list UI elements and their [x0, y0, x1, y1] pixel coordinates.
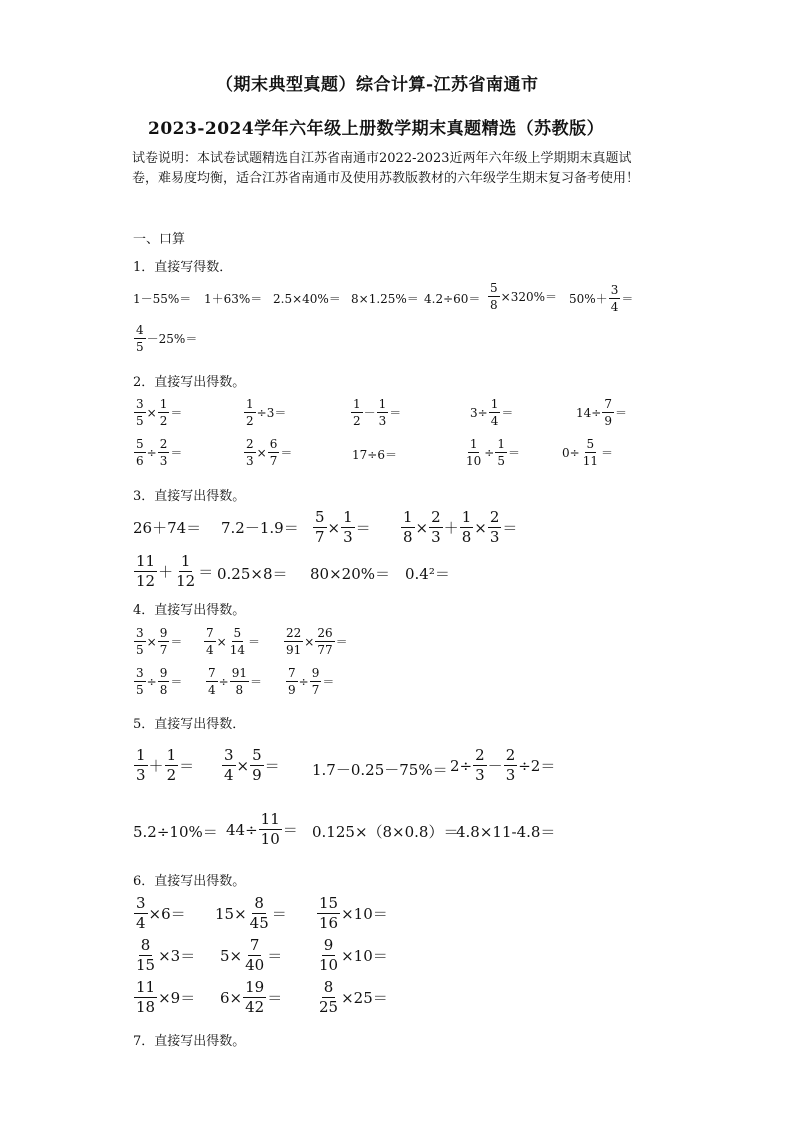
- fraction: [165, 748, 179, 783]
- expression-text: 7.2－1.9＝: [221, 519, 299, 537]
- fraction-numerator: 1: [378, 397, 387, 411]
- expression-text: 1－55%＝: [133, 292, 192, 306]
- fraction-denominator: 40: [245, 956, 265, 974]
- fraction-numerator: 8: [140, 936, 151, 954]
- fraction-denominator: 91: [286, 643, 302, 657]
- fraction: [488, 510, 502, 545]
- fraction-denominator: 2: [166, 766, 177, 784]
- q6-item-4: [133, 938, 195, 973]
- fraction-numerator: 5: [315, 508, 325, 526]
- expression-text: ＋: [443, 519, 459, 537]
- q4-item-2: [203, 627, 260, 656]
- fraction-denominator: 42: [245, 998, 265, 1016]
- fraction-numerator: 8: [323, 978, 334, 996]
- fraction-denominator: 5: [136, 340, 144, 354]
- expression-text: 4.8×11-4.8＝: [456, 823, 556, 841]
- fraction-numerator: 9: [159, 626, 168, 640]
- expression-text: 2.5×40%＝: [273, 292, 341, 306]
- expression-text: ×10＝: [341, 905, 388, 923]
- fraction: [377, 398, 389, 427]
- fraction-denominator: 4: [208, 683, 216, 697]
- expression-text: ＝: [267, 947, 283, 965]
- q3-item-7: [310, 563, 390, 584]
- fraction-denominator: 14: [229, 643, 245, 657]
- question-heading: 1．直接写得数．: [133, 260, 233, 275]
- expression-text: ＝: [170, 635, 183, 649]
- fraction-numerator: 1: [343, 508, 353, 526]
- expression-text: ＝: [170, 675, 183, 689]
- expression-text: ×3＝: [158, 947, 196, 965]
- fraction: [504, 748, 518, 783]
- q3-item-1: [133, 517, 201, 538]
- q3-item-8: [405, 563, 450, 584]
- expression-text: 1.7－0.25－75%＝: [312, 761, 448, 779]
- q6-item-6: [316, 938, 388, 973]
- fraction-denominator: 9: [604, 414, 612, 428]
- expression-text: 5×: [220, 946, 243, 965]
- title-line-2: 2023-2024学年六年级上册数学期末真题精选（苏教版）: [148, 119, 605, 139]
- expression-text: ＋: [158, 563, 174, 581]
- fraction: [158, 627, 170, 656]
- fraction: [174, 554, 197, 589]
- fraction: [222, 748, 236, 783]
- fraction-numerator: 3: [136, 626, 144, 640]
- fraction-denominator: 6: [136, 454, 144, 468]
- expression-text: ＝: [271, 905, 287, 923]
- fraction: [158, 438, 170, 467]
- q4-item-4: [133, 667, 182, 696]
- q2-item-5: [576, 398, 627, 427]
- expression-text: ×: [415, 518, 429, 537]
- expression-text: 0.125×（8×0.8）＝: [312, 823, 459, 841]
- q2-item-2: [243, 398, 286, 427]
- fraction: [317, 938, 340, 973]
- fraction-numerator: 2: [475, 746, 485, 764]
- fraction-numerator: 2: [489, 508, 500, 526]
- fraction-numerator: 3: [610, 283, 619, 297]
- fraction: [317, 980, 340, 1015]
- expression-text: ×: [256, 445, 267, 460]
- fraction-denominator: 45: [249, 914, 269, 932]
- expression-text: －25%＝: [146, 332, 198, 346]
- fraction: [401, 510, 415, 545]
- expression-text: ＝: [264, 757, 280, 775]
- expression-text: 0.25×8＝: [217, 565, 288, 583]
- fraction: [429, 510, 443, 545]
- expression-text: －: [363, 406, 376, 420]
- question-heading: 2．直接写出得数。: [133, 375, 246, 390]
- fraction-numerator: 26: [317, 626, 333, 640]
- q2-item-6: [133, 438, 182, 467]
- q5-item-7: [312, 821, 458, 842]
- expression-text: ＝: [322, 675, 335, 689]
- fraction-numerator: 91: [231, 666, 247, 680]
- fraction-numerator: 11: [260, 810, 280, 828]
- fraction-denominator: 4: [610, 300, 619, 314]
- expression-text: ＝: [282, 821, 298, 839]
- expression-text: ×: [327, 518, 341, 537]
- fraction: [134, 896, 148, 931]
- expression-text: ÷: [146, 674, 157, 689]
- expression-text: ＝: [267, 989, 283, 1007]
- expression-text: 15×: [215, 904, 247, 923]
- expression-text: ＝: [621, 292, 634, 306]
- expression-text: 1＋63%＝: [204, 292, 263, 306]
- expression-text: ＝: [198, 563, 214, 581]
- expression-text: 50%＋: [569, 292, 608, 306]
- fraction: [581, 438, 600, 467]
- expression-text: ＝: [600, 446, 613, 460]
- q1-item-5: [424, 290, 480, 307]
- fraction-numerator: 7: [208, 666, 216, 680]
- fraction-denominator: 3: [489, 528, 500, 546]
- expression-text: 6×: [220, 988, 243, 1007]
- fraction-denominator: 2: [159, 414, 168, 428]
- expression-text: ＝: [179, 757, 195, 775]
- fraction-denominator: 12: [176, 572, 196, 590]
- title-line-1: （期末典型真题）综合计算-江苏省南通市: [216, 75, 539, 95]
- expression-text: －: [487, 757, 503, 775]
- fraction: [313, 510, 327, 545]
- fraction: [488, 282, 500, 311]
- expression-text: ＝: [614, 406, 627, 420]
- fraction: [158, 667, 170, 696]
- fraction: [268, 438, 280, 467]
- fraction-numerator: 4: [136, 323, 144, 337]
- fraction: [259, 812, 282, 847]
- fraction-numerator: 22: [286, 626, 302, 640]
- fraction-numerator: 3: [136, 397, 144, 411]
- fraction-denominator: 16: [319, 914, 339, 932]
- expression-text: ＝: [249, 675, 262, 689]
- fraction: [250, 748, 264, 783]
- q6-item-8: [220, 980, 282, 1015]
- fraction-denominator: 10: [319, 956, 339, 974]
- fraction-numerator: 6: [269, 437, 278, 451]
- fraction-denominator: 5: [136, 643, 144, 657]
- q3-item-3: [312, 510, 371, 545]
- expression-text: ＝: [247, 635, 260, 649]
- q5-item-5: [133, 821, 218, 842]
- fraction-denominator: 8: [403, 528, 413, 546]
- expression-text: ×: [236, 756, 250, 775]
- q6-item-3: [316, 896, 388, 931]
- fraction-denominator: 3: [343, 528, 353, 546]
- fraction-denominator: 5: [136, 414, 144, 428]
- q3-item-5: [133, 554, 213, 589]
- fraction-denominator: 8: [159, 683, 168, 697]
- q5-item-6: [226, 812, 298, 847]
- fraction-numerator: 19: [245, 978, 265, 996]
- fraction-denominator: 3: [159, 454, 168, 468]
- fraction: [351, 398, 363, 427]
- expression-text: ×: [146, 405, 157, 420]
- q6-item-9: [316, 980, 388, 1015]
- fraction: [134, 627, 146, 656]
- fraction: [134, 980, 157, 1015]
- expression-text: ＝: [355, 519, 371, 537]
- fraction: [134, 398, 146, 427]
- question-heading: 5．直接写出得数．: [133, 717, 246, 732]
- fraction: [602, 398, 614, 427]
- fraction: [341, 510, 355, 545]
- q4-item-3: [283, 627, 348, 656]
- fraction: [489, 398, 501, 427]
- expression-text: ＝: [389, 406, 402, 420]
- question-heading: 6．直接写出得数。: [133, 874, 246, 889]
- expression-text: ＝: [170, 446, 183, 460]
- fraction-numerator: 8: [254, 894, 264, 912]
- q1-item-3: [273, 290, 341, 307]
- fraction: [134, 554, 157, 589]
- fraction-numerator: 9: [323, 936, 334, 954]
- fraction-numerator: 5: [586, 437, 595, 451]
- expression-text: ×: [146, 634, 157, 649]
- fraction-denominator: 5: [136, 683, 144, 697]
- q5-item-2: [221, 748, 280, 783]
- fraction: [609, 284, 621, 313]
- fraction-numerator: 3: [224, 746, 234, 764]
- fraction-numerator: 1: [180, 552, 191, 570]
- expression-text: ×6＝: [148, 905, 186, 923]
- question-heading: 4．直接写出得数。: [133, 603, 246, 618]
- q5-item-8: [456, 821, 555, 842]
- fraction-denominator: 11: [582, 454, 598, 468]
- fraction: [315, 627, 334, 656]
- fraction-denominator: 10: [466, 454, 482, 468]
- fraction-denominator: 77: [317, 643, 333, 657]
- fraction-numerator: 9: [159, 666, 168, 680]
- q5-item-4: [450, 748, 555, 783]
- fraction-numerator: 1: [461, 508, 472, 526]
- fraction-denominator: 8: [461, 528, 472, 546]
- q1-item-8: [133, 324, 197, 353]
- q4-item-1: [133, 627, 182, 656]
- fraction-numerator: 3: [136, 894, 146, 912]
- fraction-denominator: 12: [136, 572, 156, 590]
- expression-text: ÷: [218, 674, 229, 689]
- fraction-numerator: 1: [469, 437, 478, 451]
- q5-item-1: [133, 748, 194, 783]
- q6-item-5: [220, 938, 282, 973]
- expression-text: 4.2÷60＝: [424, 292, 481, 306]
- q2-item-4: [470, 398, 513, 427]
- q2-item-1: [133, 398, 182, 427]
- expression-text: ×: [216, 634, 227, 649]
- expression-text: ＝: [335, 635, 348, 649]
- fraction-numerator: 1: [490, 397, 499, 411]
- expression-text: ×9＝: [158, 989, 196, 1007]
- fraction-denominator: 7: [311, 683, 320, 697]
- fraction: [243, 980, 266, 1015]
- fraction: [230, 667, 249, 696]
- fraction: [134, 438, 146, 467]
- fraction: [310, 667, 322, 696]
- expression-text: ÷3＝: [256, 406, 287, 420]
- fraction: [134, 667, 146, 696]
- fraction-numerator: 1: [353, 397, 361, 411]
- expression-text: ×10＝: [341, 947, 388, 965]
- fraction-numerator: 5: [136, 437, 144, 451]
- fraction: [248, 896, 271, 931]
- fraction-denominator: 4: [490, 414, 499, 428]
- fraction-denominator: 3: [246, 454, 254, 468]
- fraction-numerator: 1: [166, 746, 177, 764]
- fraction-numerator: 5: [233, 626, 242, 640]
- fraction: [317, 896, 340, 931]
- fraction-numerator: 5: [252, 746, 262, 764]
- q6-item-2: [215, 896, 287, 931]
- fraction-denominator: 2: [246, 414, 254, 428]
- expression-text: 3÷: [470, 405, 488, 420]
- q2-item-9: [463, 438, 520, 467]
- fraction-numerator: 2: [159, 437, 168, 451]
- q1-item-4: [351, 290, 419, 307]
- fraction-denominator: 3: [378, 414, 387, 428]
- fraction-denominator: 7: [269, 454, 278, 468]
- fraction-denominator: 4: [136, 914, 146, 932]
- fraction-denominator: 2: [353, 414, 361, 428]
- fraction-numerator: 7: [604, 397, 612, 411]
- question-heading: 7．直接写出得数。: [133, 1034, 246, 1049]
- fraction-denominator: 5: [497, 454, 505, 468]
- expression-text: ×: [474, 518, 487, 537]
- fraction-denominator: 18: [136, 998, 156, 1016]
- fraction: [243, 938, 266, 973]
- expression-text: 0÷: [562, 445, 580, 460]
- expression-text: ÷: [146, 445, 157, 460]
- expression-text: ×25＝: [341, 989, 388, 1007]
- q1-item-1: [133, 290, 191, 307]
- q4-item-6: [285, 667, 334, 696]
- fraction: [460, 510, 474, 545]
- expression-text: ＝: [170, 406, 183, 420]
- expression-text: 0.4²＝: [405, 565, 450, 583]
- fraction: [284, 627, 303, 656]
- fraction-numerator: 3: [136, 666, 144, 680]
- fraction: [206, 667, 218, 696]
- note-line-1: 试卷说明：本试卷试题精选自江苏省南通市2022-2023近两年六年级上学期期末真题试: [132, 151, 632, 166]
- fraction-numerator: 1: [246, 397, 254, 411]
- fraction-numerator: 1: [403, 508, 413, 526]
- fraction-denominator: 3: [505, 766, 516, 784]
- fraction-numerator: 2: [431, 508, 441, 526]
- fraction: [244, 398, 256, 427]
- section-title: 一、口算: [133, 232, 186, 247]
- expression-text: 14÷: [576, 405, 602, 420]
- fraction-denominator: 3: [475, 766, 485, 784]
- expression-text: ÷: [298, 674, 309, 689]
- fraction-denominator: 8: [235, 683, 244, 697]
- expression-text: ÷2＝: [518, 757, 556, 775]
- fraction-denominator: 7: [315, 528, 325, 546]
- expression-text: ×320%＝: [500, 290, 558, 304]
- fraction: [286, 667, 298, 696]
- expression-text: ＝: [507, 446, 520, 460]
- fraction: [134, 748, 148, 783]
- fraction-denominator: 4: [224, 766, 234, 784]
- fraction-denominator: 3: [136, 766, 146, 784]
- expression-text: 17÷6＝: [352, 448, 397, 462]
- q1-item-6: [487, 282, 557, 311]
- fraction-denominator: 7: [159, 643, 168, 657]
- note-line-2: 卷，难易度均衡，适合江苏省南通市及使用苏教版教材的六年级学生期末复习备考使用！: [132, 171, 640, 186]
- q2-item-8: [352, 446, 397, 463]
- fraction: [473, 748, 487, 783]
- q4-item-5: [205, 667, 262, 696]
- fraction-numerator: 15: [319, 894, 339, 912]
- q6-item-7: [133, 980, 195, 1015]
- fraction-numerator: 7: [288, 666, 296, 680]
- q1-item-7: [569, 284, 633, 313]
- fraction-numerator: 5: [490, 281, 498, 295]
- expression-text: ÷: [484, 445, 495, 460]
- fraction-denominator: 8: [490, 298, 498, 312]
- fraction-numerator: 2: [246, 437, 254, 451]
- fraction: [228, 627, 247, 656]
- fraction: [244, 438, 256, 467]
- fraction-numerator: 1: [136, 746, 146, 764]
- expression-text: 8×1.25%＝: [351, 292, 419, 306]
- fraction: [158, 398, 170, 427]
- q5-item-3: [312, 759, 448, 780]
- fraction: [134, 938, 157, 973]
- fraction-denominator: 15: [136, 956, 156, 974]
- fraction-numerator: 11: [136, 552, 156, 570]
- expression-text: ＝: [501, 406, 514, 420]
- fraction-numerator: 7: [206, 626, 214, 640]
- q3-item-4: [400, 510, 517, 545]
- question-heading: 3．直接写出得数。: [133, 489, 246, 504]
- fraction-numerator: 11: [136, 978, 156, 996]
- fraction-denominator: 9: [252, 766, 262, 784]
- q6-item-1: [133, 896, 186, 931]
- q3-item-6: [217, 563, 288, 584]
- expression-text: 5.2÷10%＝: [133, 823, 218, 841]
- fraction: [464, 438, 483, 467]
- fraction-denominator: 3: [431, 528, 441, 546]
- fraction-denominator: 10: [260, 830, 280, 848]
- fraction-numerator: 1: [159, 397, 168, 411]
- q2-item-3: [350, 398, 401, 427]
- fraction: [495, 438, 507, 467]
- q2-item-7: [243, 438, 292, 467]
- fraction-denominator: 9: [288, 683, 296, 697]
- expression-text: 26＋74＝: [133, 519, 202, 537]
- q1-item-2: [204, 290, 262, 307]
- expression-text: ＋: [148, 757, 164, 775]
- fraction-numerator: 2: [505, 746, 516, 764]
- expression-text: ＝: [280, 446, 293, 460]
- fraction-denominator: 25: [319, 998, 339, 1016]
- fraction: [134, 324, 146, 353]
- expression-text: ×: [304, 634, 315, 649]
- expression-text: 80×20%＝: [310, 565, 390, 583]
- fraction-denominator: 4: [206, 643, 214, 657]
- q3-item-2: [221, 517, 299, 538]
- fraction-numerator: 1: [497, 437, 505, 451]
- fraction-numerator: 7: [249, 936, 260, 954]
- q2-item-10: [562, 438, 613, 467]
- fraction: [204, 627, 216, 656]
- expression-text: ＝: [502, 519, 518, 537]
- expression-text: 44÷: [226, 820, 258, 839]
- fraction-numerator: 9: [311, 666, 320, 680]
- expression-text: 2÷: [450, 756, 473, 775]
